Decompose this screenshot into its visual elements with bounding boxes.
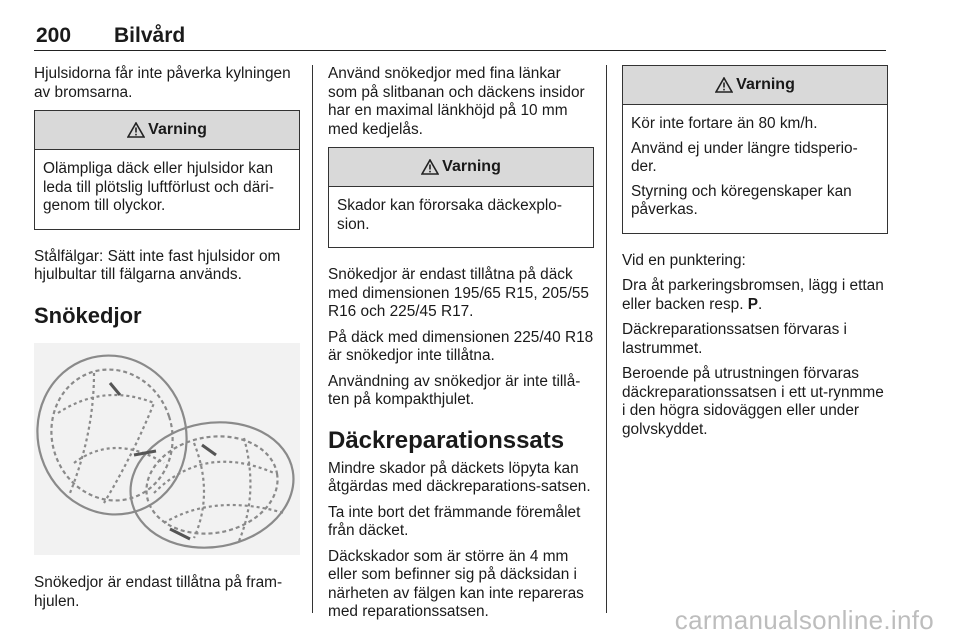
warning-header (329, 148, 593, 187)
warning-triangle-icon (421, 159, 439, 175)
warning-text: Olämpliga däck eller hjulsidor kan leda till plötslig luftförlust och däri-genom till olyckor. (43, 160, 274, 214)
page-number: 200 (36, 24, 72, 47)
warning-header (623, 66, 887, 105)
warning-title: Varning (736, 75, 795, 93)
parking-brake-text: Dra åt parkeringsbromsen, lägg i ettan eller backen resp. P. (622, 277, 884, 313)
page-header (34, 22, 886, 51)
handling-text: Styrning och köregenskaper kan påverkas. (631, 182, 852, 218)
warning-title: Varning (148, 120, 207, 138)
warning-triangle-icon (127, 122, 145, 138)
warning-box-2 (328, 147, 594, 248)
warning-triangle-icon (715, 77, 733, 93)
tire-sizes-text: Snökedjor är endast tillåtna på däck med dimensionen 195/65 R15, 205/55 R16 och 225/45 R17. (328, 266, 589, 320)
intro-text: Hjulsidorna får inte påverka kylningen av bromsarna. (34, 65, 291, 101)
foreign-object-text: Ta inte bort det främmande föremålet från däcket. (328, 503, 581, 539)
warning-box-3 (622, 65, 888, 234)
storage-text: Däckreparationssatsen förvaras i lastrummet. (622, 321, 847, 357)
snow-chains-illustration (34, 343, 300, 555)
speed-limit-text: Kör inte fortare än 80 km/h. (631, 115, 818, 132)
chapter-title: Bilvård (114, 24, 186, 47)
steel-rims-text: Stålfälgar: Sätt inte fast hjulsidor om hjulbultar till fälgarna används. (34, 247, 281, 283)
warning-text: Skador kan förorsaka däckexplo-sion. (337, 197, 562, 233)
compact-wheel-text: Användning av snökedjor är inte tillå-ten på kompakthjulet. (328, 372, 581, 408)
storage-location-text: Beroende på utrustningen förvaras däckreparationssatsen i ett ut-rynmme i den högra sidoväggen eller under golvskyddet. (622, 365, 884, 438)
column-divider-2 (606, 65, 607, 613)
puncture-heading-text: Vid en punktering: (622, 251, 746, 269)
gear-p-label: P (747, 295, 759, 313)
column-divider-1 (312, 65, 313, 613)
tire-size-restriction-text: På däck med dimensionen 225/40 R18 är snökedjor inte tillåtna. (328, 328, 594, 364)
damage-limit-text: Däckskador som är större än 4 mm eller som befinner sig på däcksidan i närheten av fälgen kan inte repareras med reparationssatsen. (328, 547, 584, 620)
column-3 (622, 65, 888, 446)
warning-body (35, 150, 299, 229)
chain-spec-text: Använd snökedjor med fina länkar som på slitbanan och däckens insidor har en maximal länkhöjd på 10 mm med kedjelås. (328, 65, 585, 138)
front-wheels-text: Snökedjor är endast tillåtna på fram-hjulen. (34, 574, 283, 610)
watermark: carmanualsonline.info (674, 605, 934, 635)
warning-box (34, 110, 300, 230)
warning-title: Varning (442, 157, 501, 175)
section-title-repair-kit: Däckreparationssats (328, 426, 565, 454)
warning-body (329, 187, 593, 247)
warning-header (35, 111, 299, 150)
column-2 (328, 65, 594, 629)
duration-text: Använd ej under längre tidsperio-der. (631, 139, 858, 175)
repair-kit-intro: Mindre skador på däckets löpyta kan åtgärdas med däckreparations-satsen. (328, 459, 591, 495)
section-title-snow-chains: Snökedjor (34, 302, 142, 328)
warning-body (623, 105, 887, 233)
column-1 (34, 65, 300, 618)
